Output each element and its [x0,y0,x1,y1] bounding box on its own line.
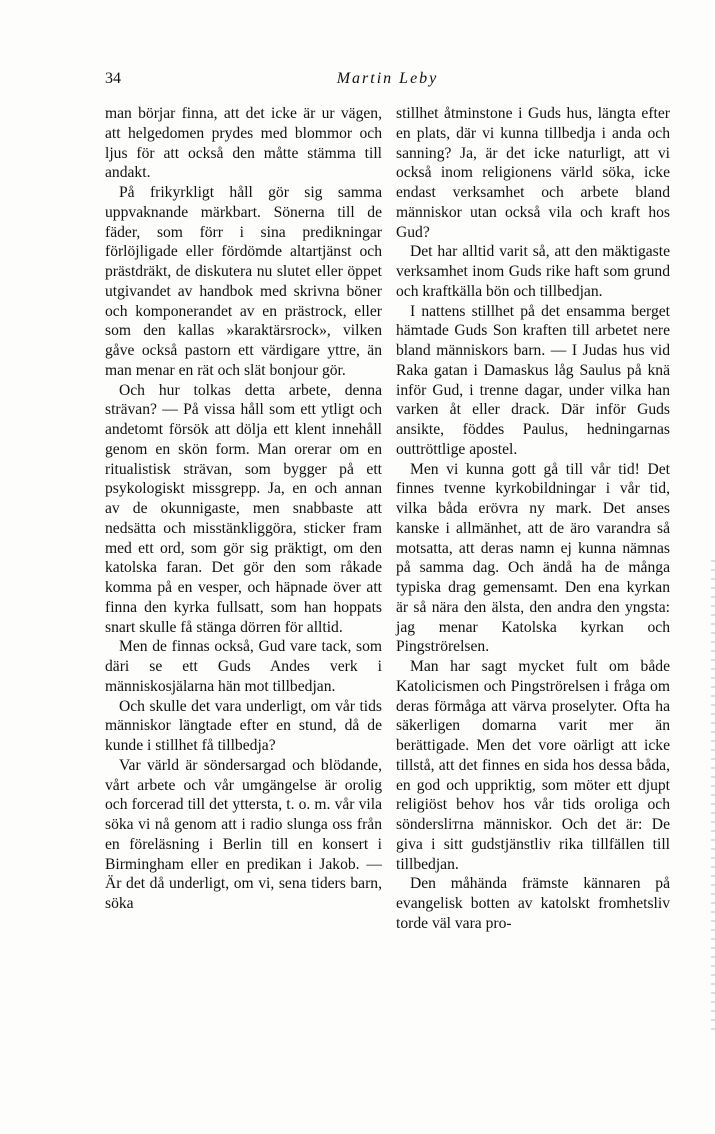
page-header [105,70,670,92]
paragraph: Men de finnas också, Gud vare tack, som däri se ett Guds Andes verk i människosjälarna hän mot tillbedjan. [105,638,382,695]
paragraph: Och hur tolkas detta arbete, denna strävan? — På vissa håll som ett ytligt och andetomt försök att dölja ett klent innehåll genom en skön form. Man orerar om en ritualistisk strävan, som bygger på ett psykologiskt missgrepp. Ja, en och annan av de okunnigaste, men snabbaste att nedsätta och misstänkliggöra, sticker fram med ett ord, som gör sig präktigt, om den katolska faran. Det gör den som råkade komma på en vesper, och häpnade över att finna den kyrka fullsatt, som han hoppats snart skulle få stänga dörren för alltid. [105,381,382,636]
paragraph: Man har sagt mycket fult om både Katolicismen och Pingströrelsen i fråga om deras förmåga att värva proselyter. Ofta ha säkerligen domarna varit mer än berättigade. Men det vore oärligt att icke tillstå, att det finnes en sida hos dessa båda, en god och uppriktig, som möter ett djupt religiöst behov hos vår tids oroliga och söndersliтna människor. Och det är: De giva i sitt gudstjänstliv rika tillfällen till tillbedjan. [396,658,670,873]
left-column [105,104,382,914]
paragraph: man börjar finna, att det icke är ur vägen, att helgedomen prydes med blommor och ljus för att också den måtte stämma till andakt. [105,105,382,182]
page-number: 34 [105,70,121,87]
paragraph: stillhet åtminstone i Guds hus, längta efter en plats, där vi kunna tillbedja i anda och sanning? Ja, är det icke naturligt, att vi också inom religionens värld söka, icke endast verksamhet och arbete bland människor utan också vila och kraft hos Gud? [396,105,670,241]
paragraph: Men vi kunna gott gå till vår tid! Det finnes tvenne kyrkobildningar i vår tid, vilka båda erövra ny mark. Det anses kanske i allmänhet, att de äro varandra så motsatta, att deras namn ej kunna nämnas på samma dag. Och ändå ha de många typiska drag gemensamt. Den ena kyrkan är så nära den älsta, den andra den yngsta: jag menar Katolska kyrkan och Pingströrelsen. [396,460,670,656]
running-head: Martin Leby [336,70,439,87]
paragraph: Den måhända främste kännaren på evangelisk botten av katolskt fromhetsliv torde väl vara pro- [396,875,670,932]
paragraph: Och skulle det vara underligt, om vår tids människor längtade efter en stund, då de kunde i stillhet få tillbedja? [105,697,382,754]
scan-edge-marks [711,560,715,1030]
paragraph: Det har alltid varit så, att den mäktigaste verksamhet inom Guds rike haft som grund och kraftkälla bön och tillbedjan. [396,243,670,300]
paragraph: I nattens stillhet på det ensamma berget hämtade Guds Son kraften till arbetet nere bland människors barn. — I Judas hus vid Raka gatan i Damaskus låg Saulus på knä inför Gud, i trenne dagar, under vilka han varken åt eller drack. Där inför Guds ansikte, föddes Paulus, hedningarnas outtröttlige apostel. [396,302,670,458]
paragraph: På frikyrkligt håll gör sig samma uppvaknande märkbart. Sönerna till de fäder, som förr i sina predikningar förlöjligade eller fördömde altartjänst och prästdräkt, de diskutera nu slutet eller öppet utgivandet av handbok med skrivna böner och komponerandet av en prästrock, eller som den kallas »karaktärsrock», vilken gåve också pastorn ett värdigare yttre, än man menar en rät och slät bonjour gör. [105,184,382,379]
right-column [396,104,670,934]
paragraph: Var värld är söndersargad och blödande, vårt arbete och vår umgängelse är orolig och forcerad till det yttersta, t. o. m. vår vila söka vi nå genom att i radio slunga oss från en föreläsning i Berlin till en konsert i Birmingham eller en predikan i Jakob. — Är det då underligt, om vi, sena tiders barn, söka [105,756,382,912]
